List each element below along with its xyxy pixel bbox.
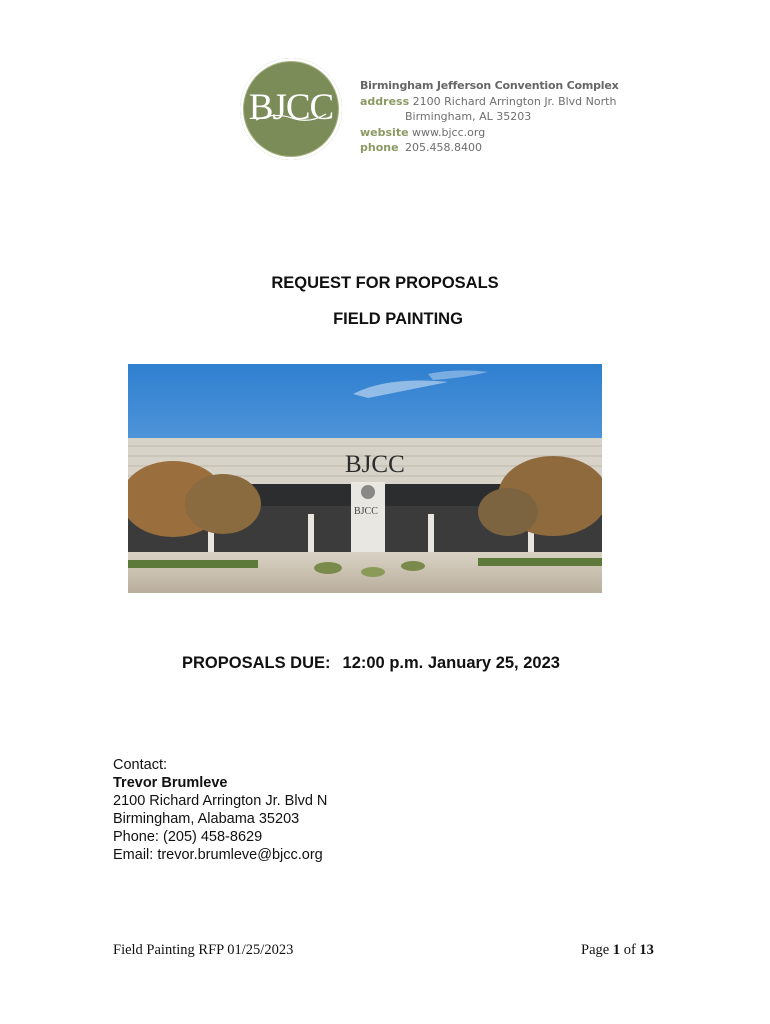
building-photo [128, 364, 602, 593]
document-subtitle: FIELD PAINTING [333, 310, 463, 328]
logo-swoosh-icon [254, 110, 328, 124]
address-line [360, 94, 619, 110]
contact-block [113, 756, 327, 864]
document-title: REQUEST FOR PROPOSALS [271, 274, 499, 292]
footer-page-number [581, 942, 654, 959]
contact-address1: 2100 Richard Arrington Jr. Blvd N [113, 793, 328, 809]
contact-heading: Contact: [113, 757, 167, 773]
building-sign: BJCC [345, 451, 405, 478]
page-current: 1 [612, 942, 621, 958]
footer-doc-id: Field Painting RFP 01/25/2023 [113, 942, 294, 958]
address-line1: 2100 Richard Arrington Jr. Blvd North [412, 94, 617, 108]
website-link[interactable]: www.bjcc.org [412, 125, 486, 139]
due-label: PROPOSALS DUE: [182, 654, 331, 672]
address-label: address [360, 94, 410, 108]
address-line2: Birmingham, AL 35203 [405, 110, 532, 123]
phone-number: 205.458.8400 [405, 141, 482, 154]
page-total: 13 [639, 942, 654, 958]
contact-email[interactable]: Email: trevor.brumleve@bjcc.org [113, 847, 323, 863]
logo-text: BJCC [248, 87, 334, 128]
contact-phone: Phone: (205) 458-8629 [113, 829, 263, 845]
contact-name: Trevor Brumleve [113, 775, 228, 791]
page-of: of [620, 942, 640, 958]
phone-line [360, 140, 619, 156]
website-label: website [360, 125, 409, 139]
phone-label: phone [360, 141, 399, 154]
proposals-due [182, 654, 560, 673]
org-name: Birmingham Jefferson Convention Complex [360, 79, 619, 92]
due-value: 12:00 p.m. January 25, 2023 [342, 654, 560, 672]
contact-address2: Birmingham, Alabama 35203 [113, 811, 300, 827]
pylon-sign: BJCC [354, 506, 378, 517]
bjcc-logo [240, 58, 342, 160]
letterhead-info [360, 78, 619, 156]
page-prefix: Page [581, 942, 613, 958]
website-line [360, 125, 619, 141]
